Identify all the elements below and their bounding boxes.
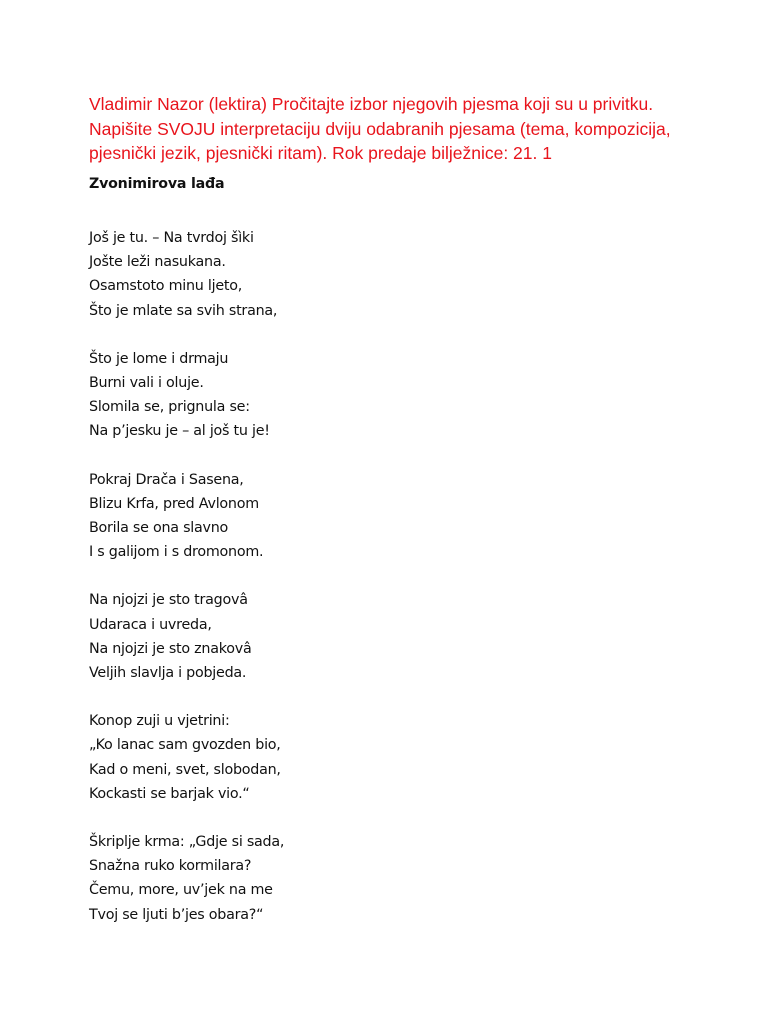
poem-stanzas [89,226,689,927]
poem-line: Kad o meni, svet, slobodan, [89,761,281,778]
poem-line: Što je lome i drmaju [89,350,229,367]
stanza [89,709,689,806]
poem-line: Burni vali i oluje. [89,375,204,392]
poem-line: Osamstoto minu ljeto, [89,278,243,295]
poem-line: Na p’jesku je – al još tu je! [89,423,270,440]
stanza [89,468,689,565]
poem-line: I s galijom i s dromonom. [89,544,264,561]
poem-line: Konop zuji u vjetrini: [89,713,230,730]
poem-line: Škriplje krma: „Gdje si sada, [89,834,285,851]
stanza [89,588,689,685]
poem-line: Čemu, more, uv’jek na me [89,882,273,899]
poem-line: Borila se ona slavno [89,520,229,537]
stanza [89,226,689,323]
poem-title: Zvonimirova lađa [89,176,225,192]
poem-line: „Ko lanac sam gvozden bio, [89,737,281,754]
stanza [89,830,689,927]
poem-line: Kockasti se barjak vio.“ [89,785,250,802]
assignment-line: pjesnički jezik, pjesnički ritam). Rok predaje bilježnice: 21. 1 [89,143,552,163]
stanza [89,347,689,444]
poem-line: Na njojzi je sto znakovâ [89,640,252,657]
assignment-instructions [89,92,759,166]
poem-line: Udaraca i uvreda, [89,616,212,633]
assignment-line: Vladimir Nazor (lektira) Pročitajte izbor njegovih pjesma koji su u privitku. [89,94,654,114]
poem-line: Na njojzi je sto tragovâ [89,592,248,609]
poem-line: Slomila se, prignula se: [89,399,250,416]
poem-line: Snažna ruko kormilara? [89,858,252,875]
poem-line: Još je tu. – Na tvrdoj šìki [89,230,254,246]
poem-line: Veljih slavlja i pobjeda. [89,665,247,682]
assignment-line: Napišite SVOJU interpretaciju dviju odabranih pjesama (tema, kompozicija, [89,118,671,139]
poem-line: Blizu Krfa, pred Avlonom [89,495,259,512]
poem-line: Što je mlate sa svih strana, [89,302,278,319]
poem-line: Jošte leži nasukana. [89,254,226,271]
poem-line: Pokraj Drača i Sasena, [89,471,244,488]
poem [89,174,689,951]
poem-line: Tvoj se ljuti b’jes obara?“ [89,906,264,923]
